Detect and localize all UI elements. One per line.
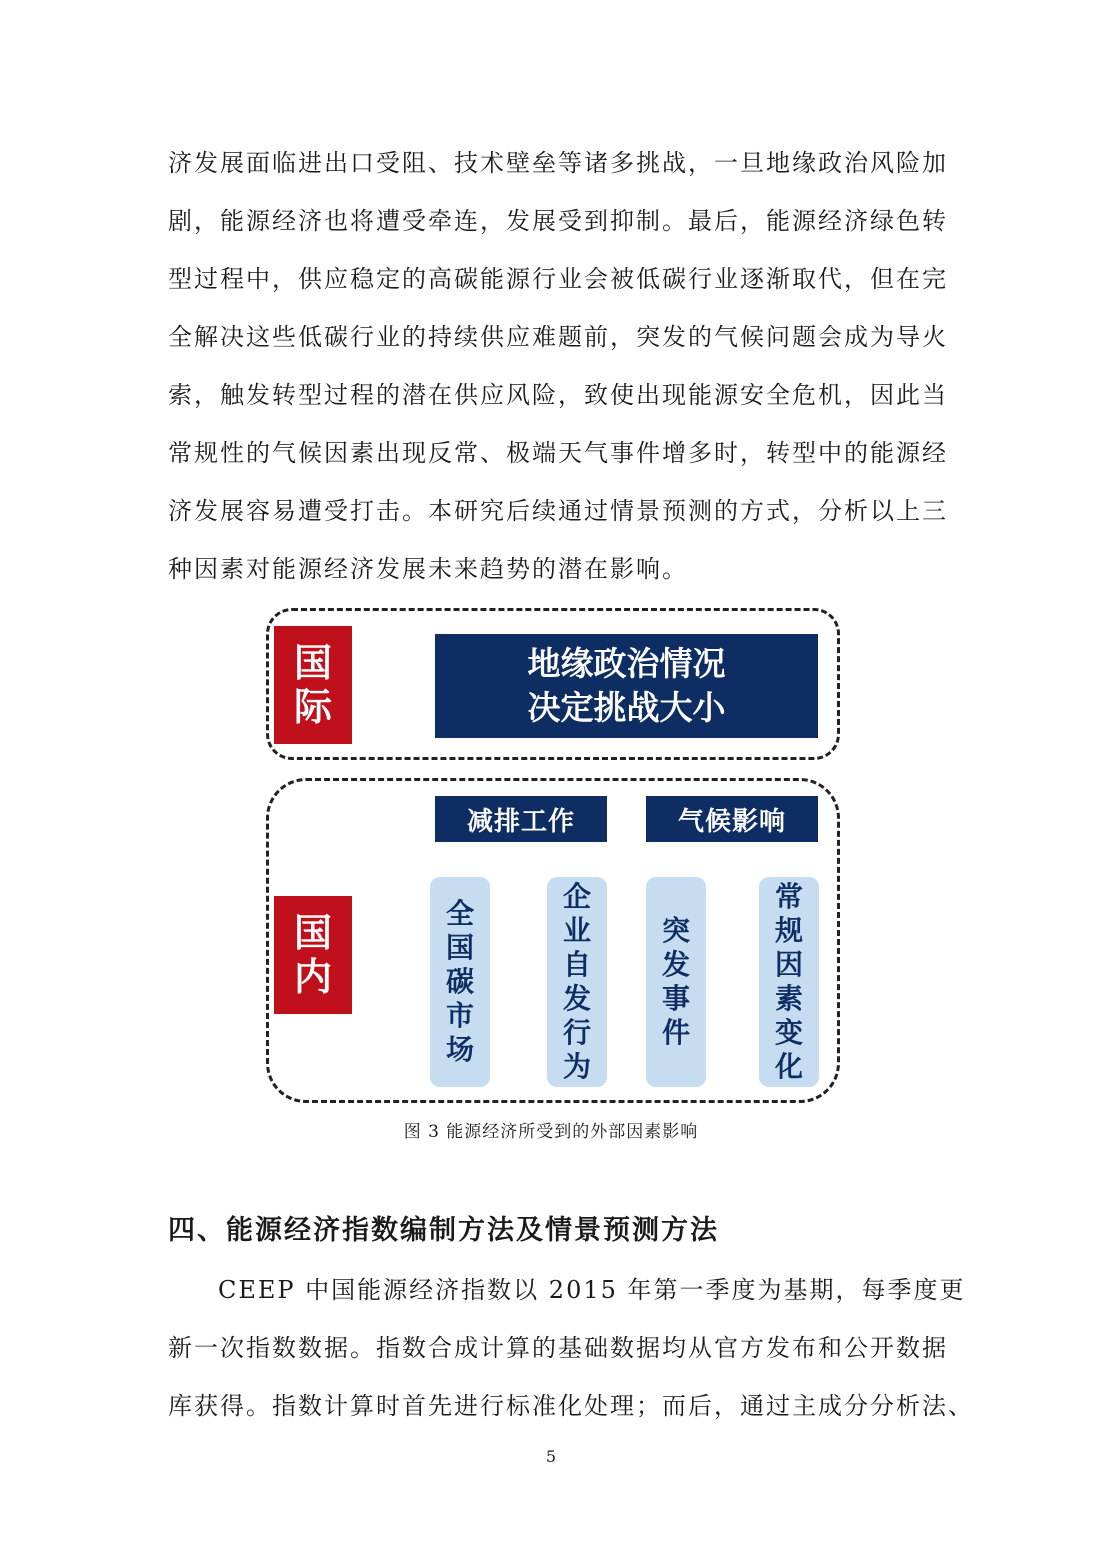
paragraph-2 bbox=[168, 1261, 974, 1435]
international-tag-char: 际 bbox=[293, 685, 332, 729]
international-tag bbox=[274, 626, 352, 744]
paragraph-line: 常规性的气候因素出现反常、极端天气事件增多时，转型中的能源经 bbox=[168, 439, 948, 467]
pill-char: 变 bbox=[774, 1016, 803, 1049]
pill-char: 突 bbox=[661, 914, 690, 947]
pill-char: 国 bbox=[445, 931, 474, 964]
paragraph-line: 济发展容易遭受打击。本研究后续通过情景预测的方式，分析以上三 bbox=[168, 497, 948, 525]
paragraph-line: 库获得。指数计算时首先进行标准化处理；而后，通过主成分分析法、 bbox=[168, 1392, 974, 1420]
pill-char: 发 bbox=[661, 948, 690, 981]
domestic-tag-char: 国 bbox=[293, 911, 332, 955]
paragraph-line: 剧，能源经济也将遭受牵连，发展受到抑制。最后，能源经济绿色转 bbox=[168, 207, 948, 235]
pill-char: 为 bbox=[562, 1050, 591, 1083]
pill-char: 发 bbox=[562, 982, 591, 1015]
domestic-dashed-box bbox=[266, 778, 840, 1103]
figure-caption: 图 3 能源经济所受到的外部因素影响 bbox=[403, 1122, 699, 1142]
geopolitics-banner-line: 地缘政治情况 bbox=[527, 644, 726, 683]
international-tag-char: 国 bbox=[293, 641, 332, 685]
paragraph-line: 全解决这些低碳行业的持续供应难题前，突发的气候问题会成为导火 bbox=[168, 323, 948, 351]
paragraph-line: CEEP 中国能源经济指数以 2015 年第一季度为基期，每季度更 bbox=[218, 1276, 966, 1304]
domestic-tag-char: 内 bbox=[293, 955, 332, 999]
pill-enterprise-behavior bbox=[547, 877, 607, 1087]
pill-char: 行 bbox=[562, 1016, 591, 1049]
paragraph-line: 新一次指数数据。指数合成计算的基础数据均从官方发布和公开数据 bbox=[168, 1334, 948, 1362]
international-dashed-box bbox=[266, 608, 840, 760]
pill-char: 规 bbox=[774, 914, 803, 947]
paragraph-line: 索，触发转型过程的潜在供应风险，致使出现能源安全危机，因此当 bbox=[168, 381, 948, 409]
geopolitics-banner bbox=[435, 634, 818, 738]
pill-regular-factor-change bbox=[759, 877, 819, 1087]
pill-char: 常 bbox=[774, 880, 803, 913]
pill-char: 全 bbox=[445, 897, 474, 930]
pill-char: 件 bbox=[661, 1016, 690, 1049]
pill-char: 化 bbox=[774, 1050, 803, 1083]
pill-char: 业 bbox=[562, 914, 591, 947]
pill-char: 自 bbox=[562, 948, 591, 981]
pill-char: 素 bbox=[774, 982, 803, 1015]
paragraph-line: 型过程中，供应稳定的高碳能源行业会被低碳行业逐渐取代，但在完 bbox=[168, 265, 948, 293]
paragraph-1 bbox=[168, 134, 948, 598]
section-heading: 四、能源经济指数编制方法及情景预测方法 bbox=[168, 1215, 719, 1246]
pill-sudden-events bbox=[646, 877, 706, 1087]
pill-char: 场 bbox=[445, 1033, 474, 1066]
pill-char: 碳 bbox=[445, 965, 474, 998]
domestic-tag bbox=[274, 896, 352, 1014]
page-number: 5 bbox=[545, 1447, 557, 1466]
pill-national-carbon-market bbox=[430, 877, 490, 1087]
pill-char: 市 bbox=[445, 999, 474, 1032]
pill-char: 因 bbox=[774, 948, 803, 981]
emission-reduction-header: 减排工作 bbox=[435, 796, 607, 842]
paragraph-line: 种因素对能源经济发展未来趋势的潜在影响。 bbox=[168, 555, 688, 583]
paragraph-line: 济发展面临进出口受阻、技术壁垒等诸多挑战，一旦地缘政治风险加 bbox=[168, 149, 948, 177]
pill-char: 企 bbox=[562, 880, 591, 913]
climate-impact-header: 气候影响 bbox=[646, 796, 818, 842]
pill-char: 事 bbox=[661, 982, 690, 1015]
geopolitics-banner-line: 决定挑战大小 bbox=[527, 688, 726, 727]
